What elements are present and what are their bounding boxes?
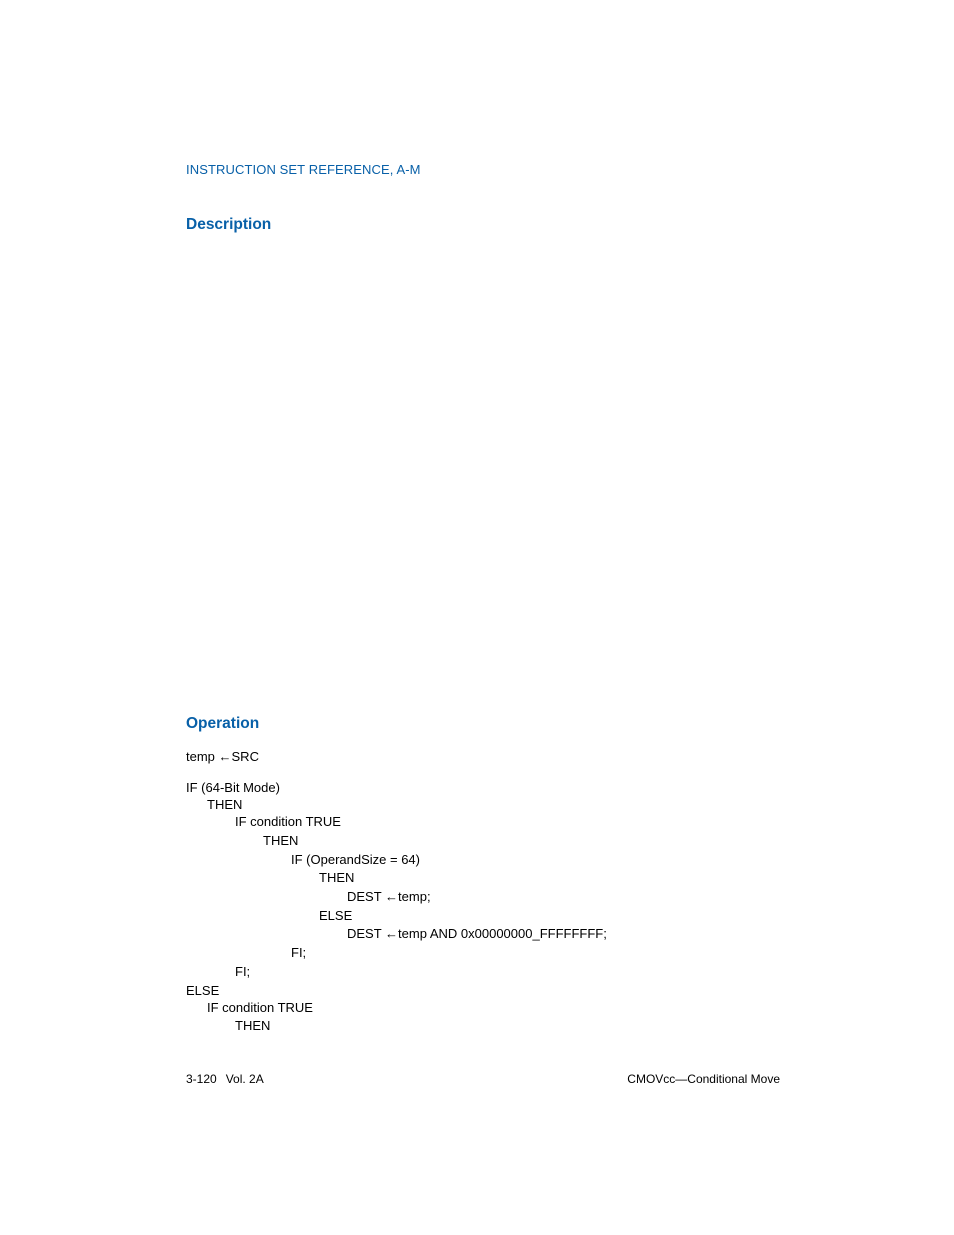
volume-label: Vol. 2A bbox=[225, 1072, 264, 1086]
code-line: IF (OperandSize = 64) bbox=[291, 852, 420, 867]
operation-heading: Operation bbox=[186, 715, 260, 732]
code-line: ELSE bbox=[319, 908, 353, 923]
running-header: INSTRUCTION SET REFERENCE, A-M bbox=[186, 162, 421, 177]
code-line: DEST ←temp; bbox=[347, 889, 431, 904]
page-number: 3-120 bbox=[186, 1072, 217, 1086]
code-line: FI; bbox=[235, 964, 251, 979]
code-line: ELSE bbox=[186, 983, 220, 998]
description-heading: Description bbox=[186, 216, 272, 233]
code-line: DEST ←temp AND 0x00000000_FFFFFFFF; bbox=[347, 926, 607, 941]
code-line: THEN bbox=[319, 870, 355, 885]
code-line: THEN bbox=[235, 1018, 271, 1033]
code-line: IF (64-Bit Mode) bbox=[186, 780, 280, 795]
code-line: temp ←SRC bbox=[186, 749, 259, 764]
code-line: THEN bbox=[263, 833, 299, 848]
footer-topic: CMOVcc—Conditional Move bbox=[627, 1072, 780, 1086]
code-line: IF condition TRUE bbox=[207, 1000, 313, 1015]
code-line: THEN bbox=[207, 797, 243, 812]
code-line: IF condition TRUE bbox=[235, 814, 341, 829]
footer-left bbox=[186, 1072, 264, 1086]
code-line: FI; bbox=[291, 945, 307, 960]
